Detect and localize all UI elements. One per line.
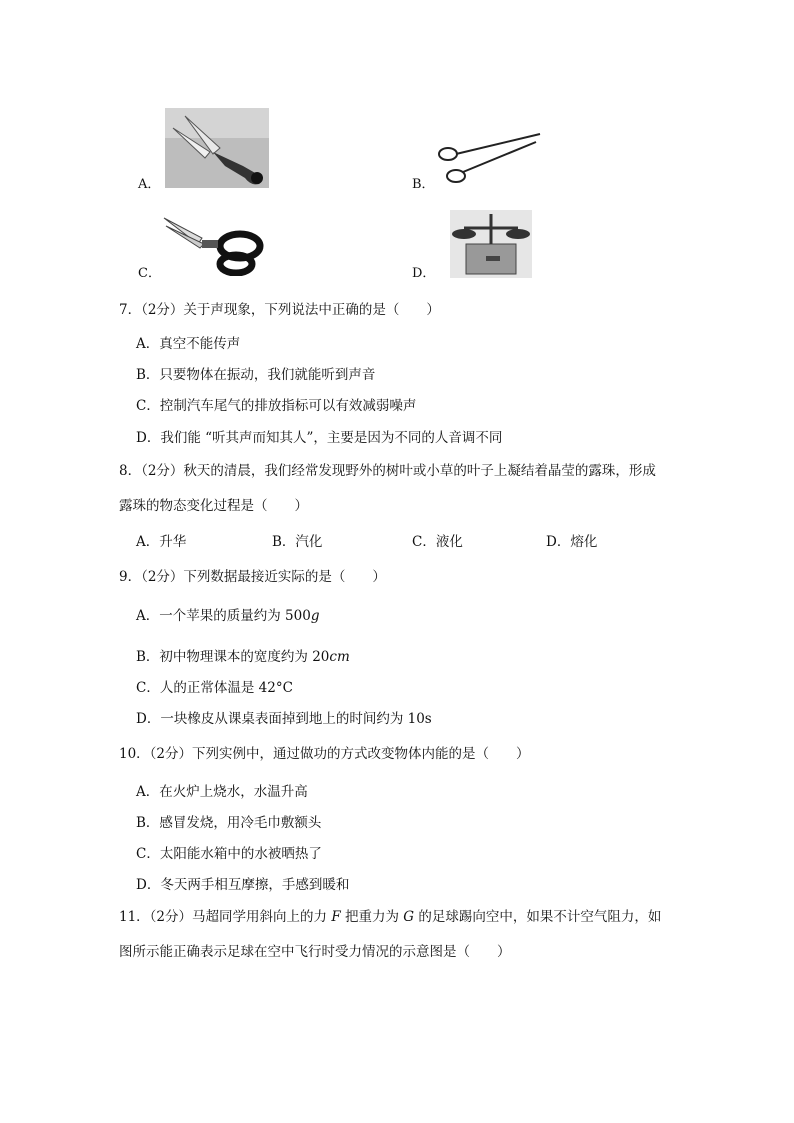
question-10-option-c: C．太阳能水箱中的水被晒热了 (136, 846, 322, 862)
question-10-stem: 10．（2分）下列实例中，通过做功的方式改变物体内能的是（ ） (119, 746, 530, 762)
question-7-option-a: A．真空不能传声 (136, 336, 241, 352)
question-8-option-a: A．升华 (136, 534, 187, 550)
question-9-option-a (136, 604, 319, 624)
question-8-stem-line2: 露珠的物态变化过程是（ ） (119, 498, 308, 514)
question-9-option-a-unit: g (310, 608, 320, 624)
option-image-c (162, 214, 268, 276)
option-image-a (165, 108, 269, 188)
question-9-option-c (136, 676, 293, 696)
question-7-option-b: B．只要物体在振动，我们就能听到声音 (136, 367, 376, 383)
question-10-option-a: A．在火炉上烧水，水温升高 (136, 784, 308, 800)
question-11-stem-part-c: 的足球踢向空中，如果不计空气阻力，如 (414, 909, 662, 925)
question-9-option-c-text: C．人的正常体温是 42 (136, 680, 276, 696)
question-8-option-c: C．液化 (412, 534, 463, 550)
question-11-stem-line1 (119, 905, 661, 925)
option-label-a: A． (138, 177, 161, 192)
question-9-option-c-unit: °C (275, 680, 293, 696)
question-11-stem-part-a: 11．（2分）马超同学用斜向上的力 (119, 909, 332, 925)
question-8-option-b: B．汽化 (272, 534, 323, 550)
question-9-option-d: D．一块橡皮从课桌表面掉到地上的时间约为 10s (136, 711, 432, 727)
question-8-option-d: D．熔化 (546, 534, 598, 550)
question-11-var-g: G (403, 909, 415, 925)
question-10-option-b: B．感冒发烧，用冷毛巾敷额头 (136, 815, 322, 831)
question-9-option-b-unit: cm (329, 649, 350, 665)
question-10-option-d: D．冬天两手相互摩擦，手感到暖和 (136, 877, 350, 893)
question-11-stem-part-b: 把重力为 (340, 909, 404, 925)
question-11-var-f: F (331, 909, 341, 925)
option-image-b (436, 126, 546, 188)
question-9-option-b (136, 645, 350, 665)
question-7-option-d: D．我们能 “听其声而知其人”，主要是因为不同的人音调不同 (136, 430, 503, 446)
option-label-d: D． (412, 266, 436, 281)
question-9-stem: 9．（2分）下列数据最接近实际的是（ ） (119, 569, 386, 585)
question-9-option-b-text: B．初中物理课本的宽度约为 20 (136, 649, 330, 665)
option-label-b: B． (412, 177, 435, 192)
option-image-d (450, 210, 532, 278)
option-label-c: C． (138, 266, 161, 281)
question-11-stem-line2: 图所示能正确表示足球在空中飞行时受力情况的示意图是（ ） (119, 944, 511, 960)
question-8-stem-line1: 8．（2分）秋天的清晨，我们经常发现野外的树叶或小草的叶子上凝结着晶莹的露珠，形成 (119, 463, 656, 479)
question-7-option-c: C．控制汽车尾气的排放指标可以有效减弱噪声 (136, 398, 417, 414)
question-9-option-a-text: A．一个苹果的质量约为 500 (136, 608, 311, 624)
question-7-stem: 7．（2分）关于声现象，下列说法中正确的是（ ） (119, 302, 440, 318)
